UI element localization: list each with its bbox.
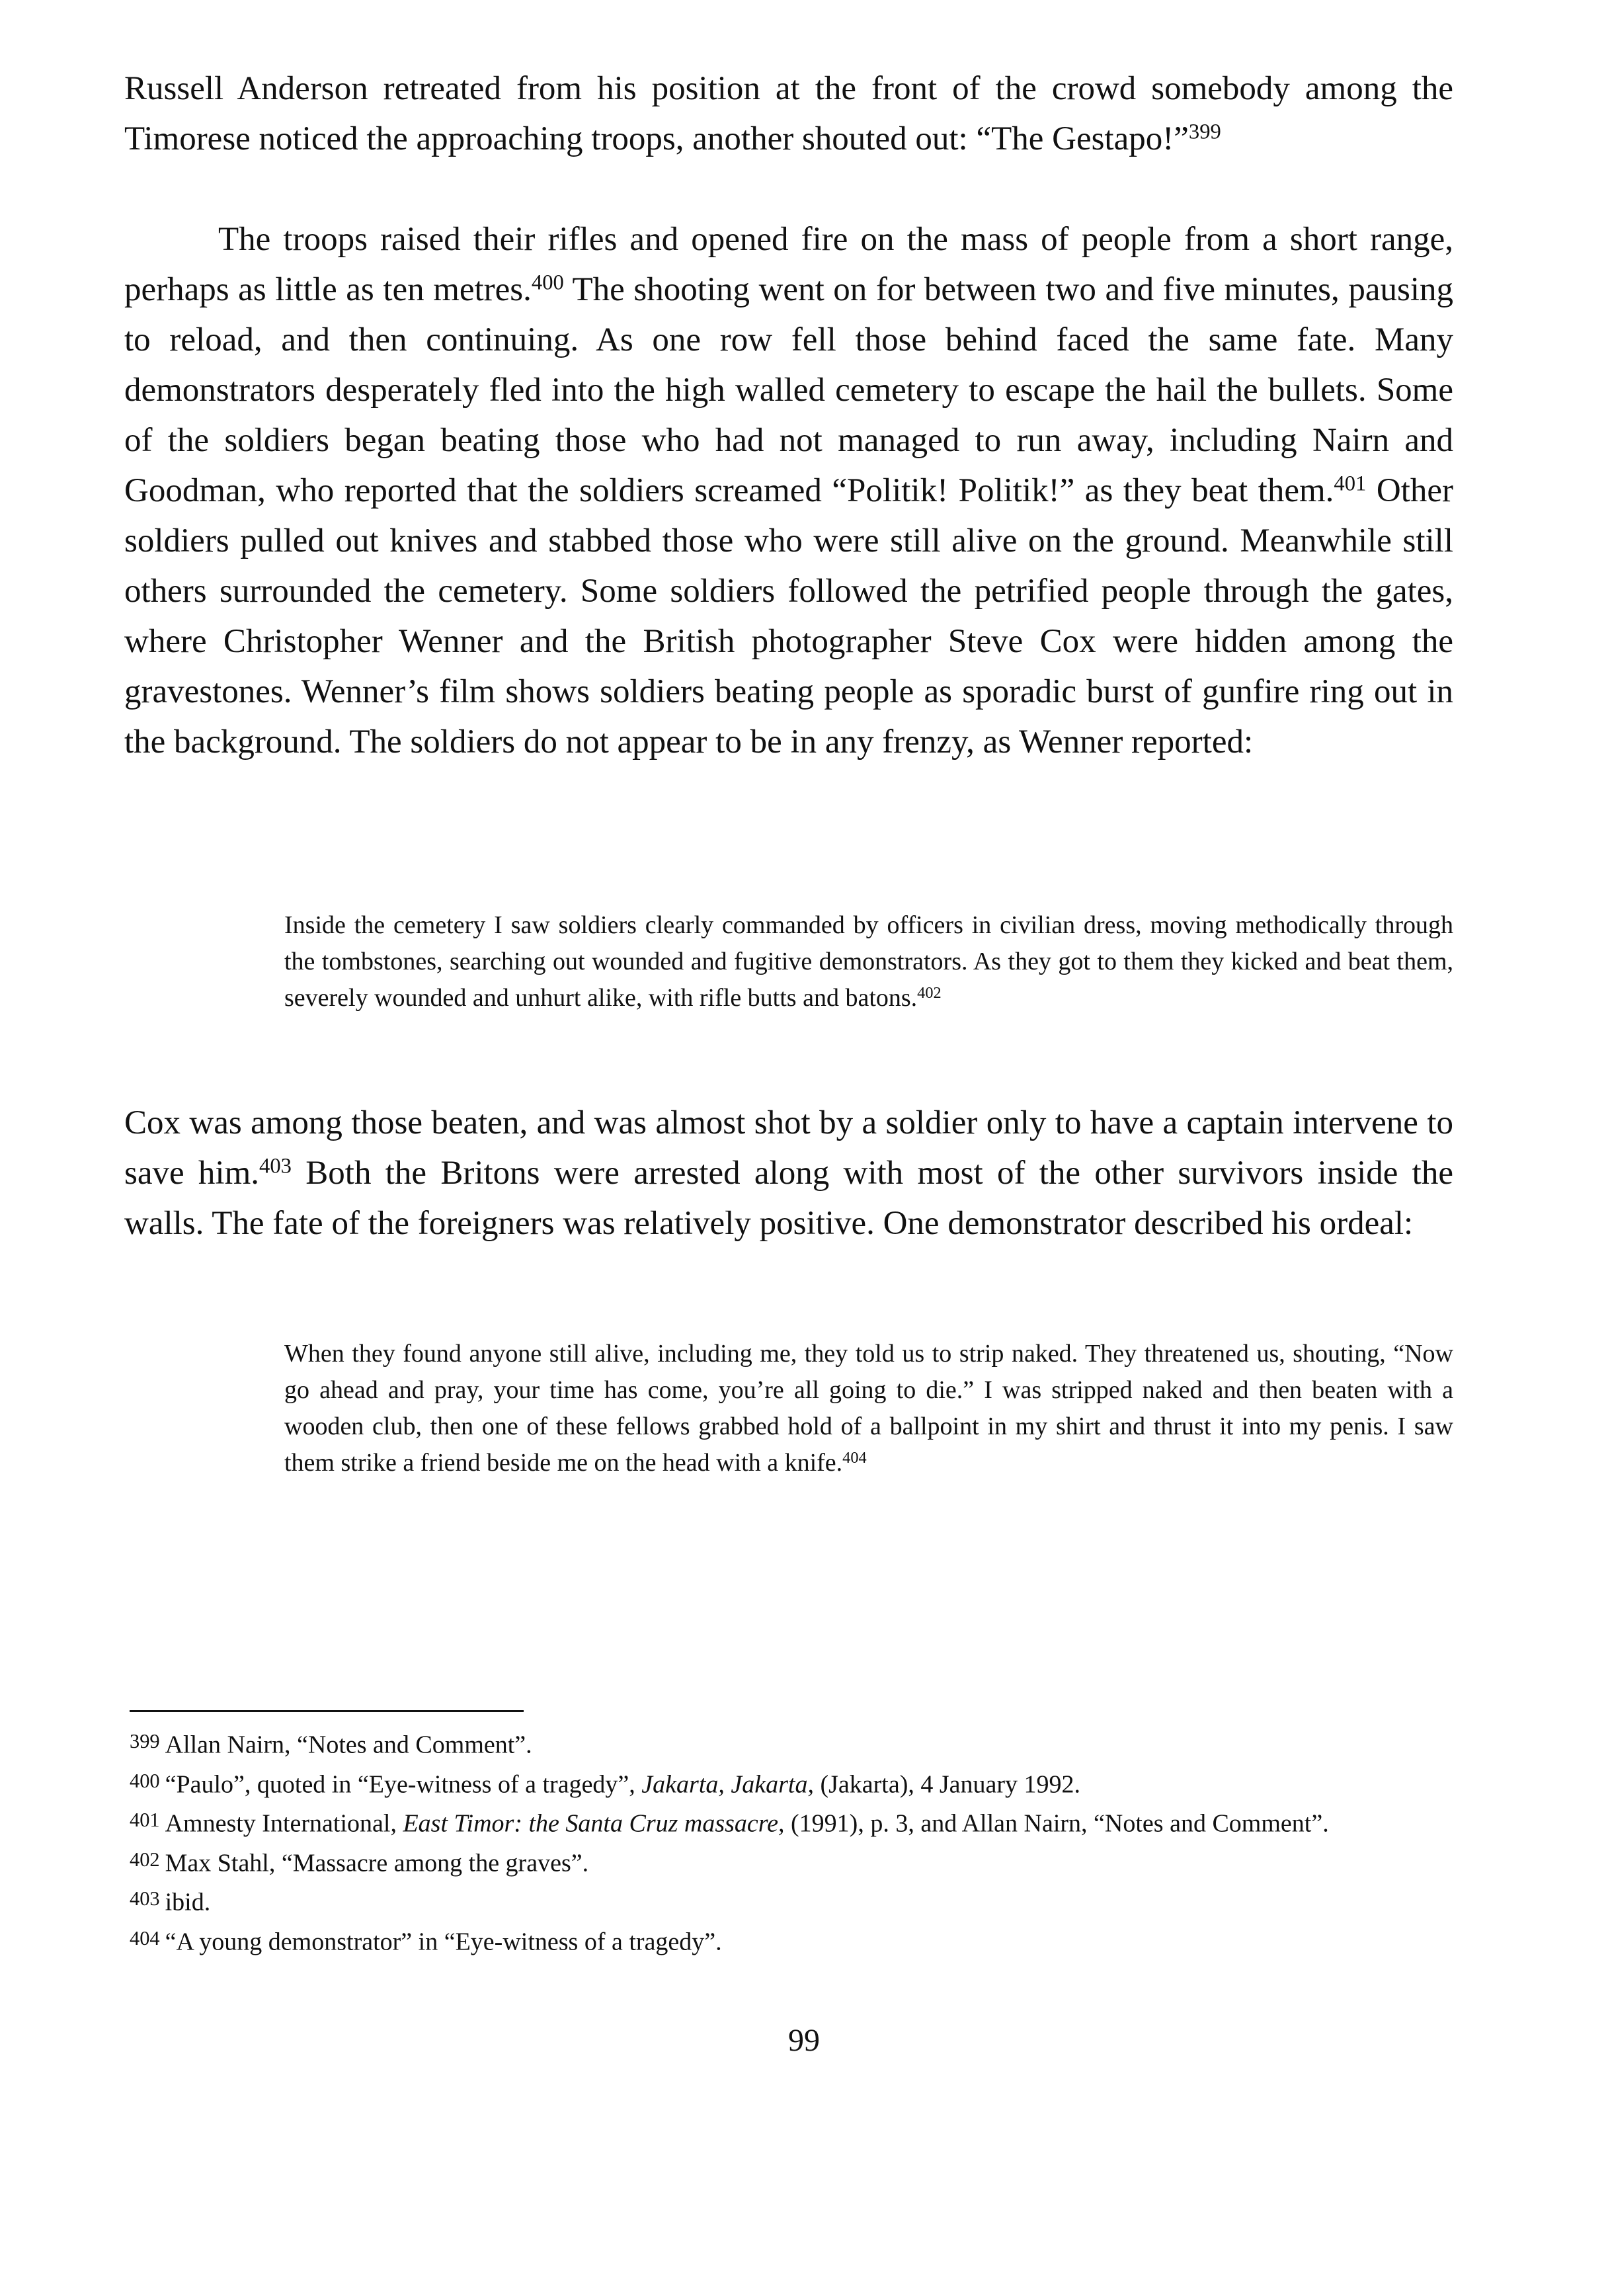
paragraph-text: Both the Britons were arrested along with most of the other survivors inside the walls. The fate of the foreigners was relatively positive. One demonstrator described his ordeal: — [124, 1155, 1453, 1242]
footnotes — [130, 1723, 1455, 1960]
footnote — [130, 1763, 1455, 1803]
paragraph-text: The shooting went on for between two and five minutes, pausing to reload, and then continuing. As one row fell those behind faced the same fate. Many demonstrators desperately fled into the high walled cemetery to escape the hail the bullets. Some of the soldiers began beating those who had not managed to run away, including Nairn and Goodman, who reported that the soldiers screamed “Politik! Politik!” as they beat them. — [124, 271, 1453, 509]
footnote-divider — [130, 1710, 524, 1712]
footnote-reference: 399 — [1188, 120, 1221, 144]
footnote-reference: 400 — [531, 270, 564, 295]
footnote-number: 402 — [130, 1848, 160, 1871]
footnote-text: ibid. — [165, 1888, 211, 1916]
footnote-reference: 402 — [917, 983, 942, 1002]
quote-text: Inside the cemetery I saw soldiers clearly commanded by officers in civilian dress, moving methodically through the tombstones, searching out wounded and fugitive demonstrators. As they got to them they kicked and beat them, severely wounded and unhurt alike, with rifle butts and batons. — [284, 911, 1453, 1012]
block-quote — [284, 907, 1453, 1016]
footnote-number: 399 — [130, 1730, 160, 1752]
paragraph-text: Other soldiers pulled out knives and stabbed those who were still alive on the ground. Meanwhile still others surrounded the cemetery. Some soldiers followed the petrified people through the gates, where Christopher Wenner and the British photographer Steve Cox were hidden among the gravestones. Wenner’s film shows soldiers beating people as sporadic burst of gunfire ring out in the background. The soldiers do not appear to be in any frenzy, as Wenner reported: — [124, 472, 1453, 760]
footnote-number: 401 — [130, 1809, 160, 1832]
paragraph-text: Cox was among those beaten, and was almost shot by a soldier only to have a captain intervene to save him. — [124, 1104, 1453, 1192]
footnote-text: “A young demonstrator” in “Eye-witness of a tragedy”. — [165, 1928, 722, 1956]
footnote — [130, 1723, 1455, 1763]
footnote — [130, 1920, 1455, 1960]
paragraph-text: The troops raised their rifles and opened fire on the mass of people from a short range, perhaps as little as ten metres. — [124, 221, 1453, 308]
page-number: 99 — [788, 2023, 820, 2058]
footnote-text: (1991), p. 3, and Allan Nairn, “Notes and Comment”. — [784, 1809, 1329, 1838]
block-quote — [284, 1336, 1453, 1481]
footnote-text: Max Stahl, “Massacre among the graves”. — [165, 1849, 589, 1877]
body-paragraph — [124, 1098, 1453, 1249]
footnote-reference: 404 — [842, 1448, 867, 1467]
footnote-title: Jakarta, Jakarta, — [641, 1770, 814, 1799]
footnote-number: 400 — [130, 1769, 160, 1792]
footnote-text: Amnesty International, — [165, 1809, 403, 1838]
footnote-text: “Paulo”, quoted in “Eye-witness of a tragedy”, — [165, 1770, 642, 1799]
footnote-reference: 401 — [1334, 472, 1367, 496]
body-paragraph — [124, 63, 1453, 164]
footnote-title: East Timor: the Santa Cruz massacre, — [403, 1809, 785, 1838]
footnote — [130, 1842, 1455, 1881]
footnote — [130, 1802, 1455, 1842]
footnote-text: Allan Nairn, “Notes and Comment”. — [165, 1731, 532, 1759]
footnote-text: (Jakarta), 4 January 1992. — [813, 1770, 1081, 1799]
body-paragraph — [124, 214, 1453, 767]
quote-text: When they found anyone still alive, including me, they told us to strip naked. They threatened us, shouting, “Now go ahead and pray, your time has come, you’re all going to die.” I was stripped naked and then beaten with a wooden club, then one of these fellows grabbed hold of a ballpoint in my shirt and thrust it into my penis. I saw them strike a friend beside me on the head with a knife. — [284, 1340, 1453, 1477]
footnote-number: 403 — [130, 1887, 160, 1910]
paragraph-text: Russell Anderson retreated from his position at the front of the crowd somebody among the Timorese noticed the approaching troops, another shouted out: “The Gestapo!” — [124, 70, 1453, 157]
footnote — [130, 1881, 1455, 1920]
footnote-reference: 403 — [259, 1154, 292, 1178]
footnote-number: 404 — [130, 1926, 160, 1949]
